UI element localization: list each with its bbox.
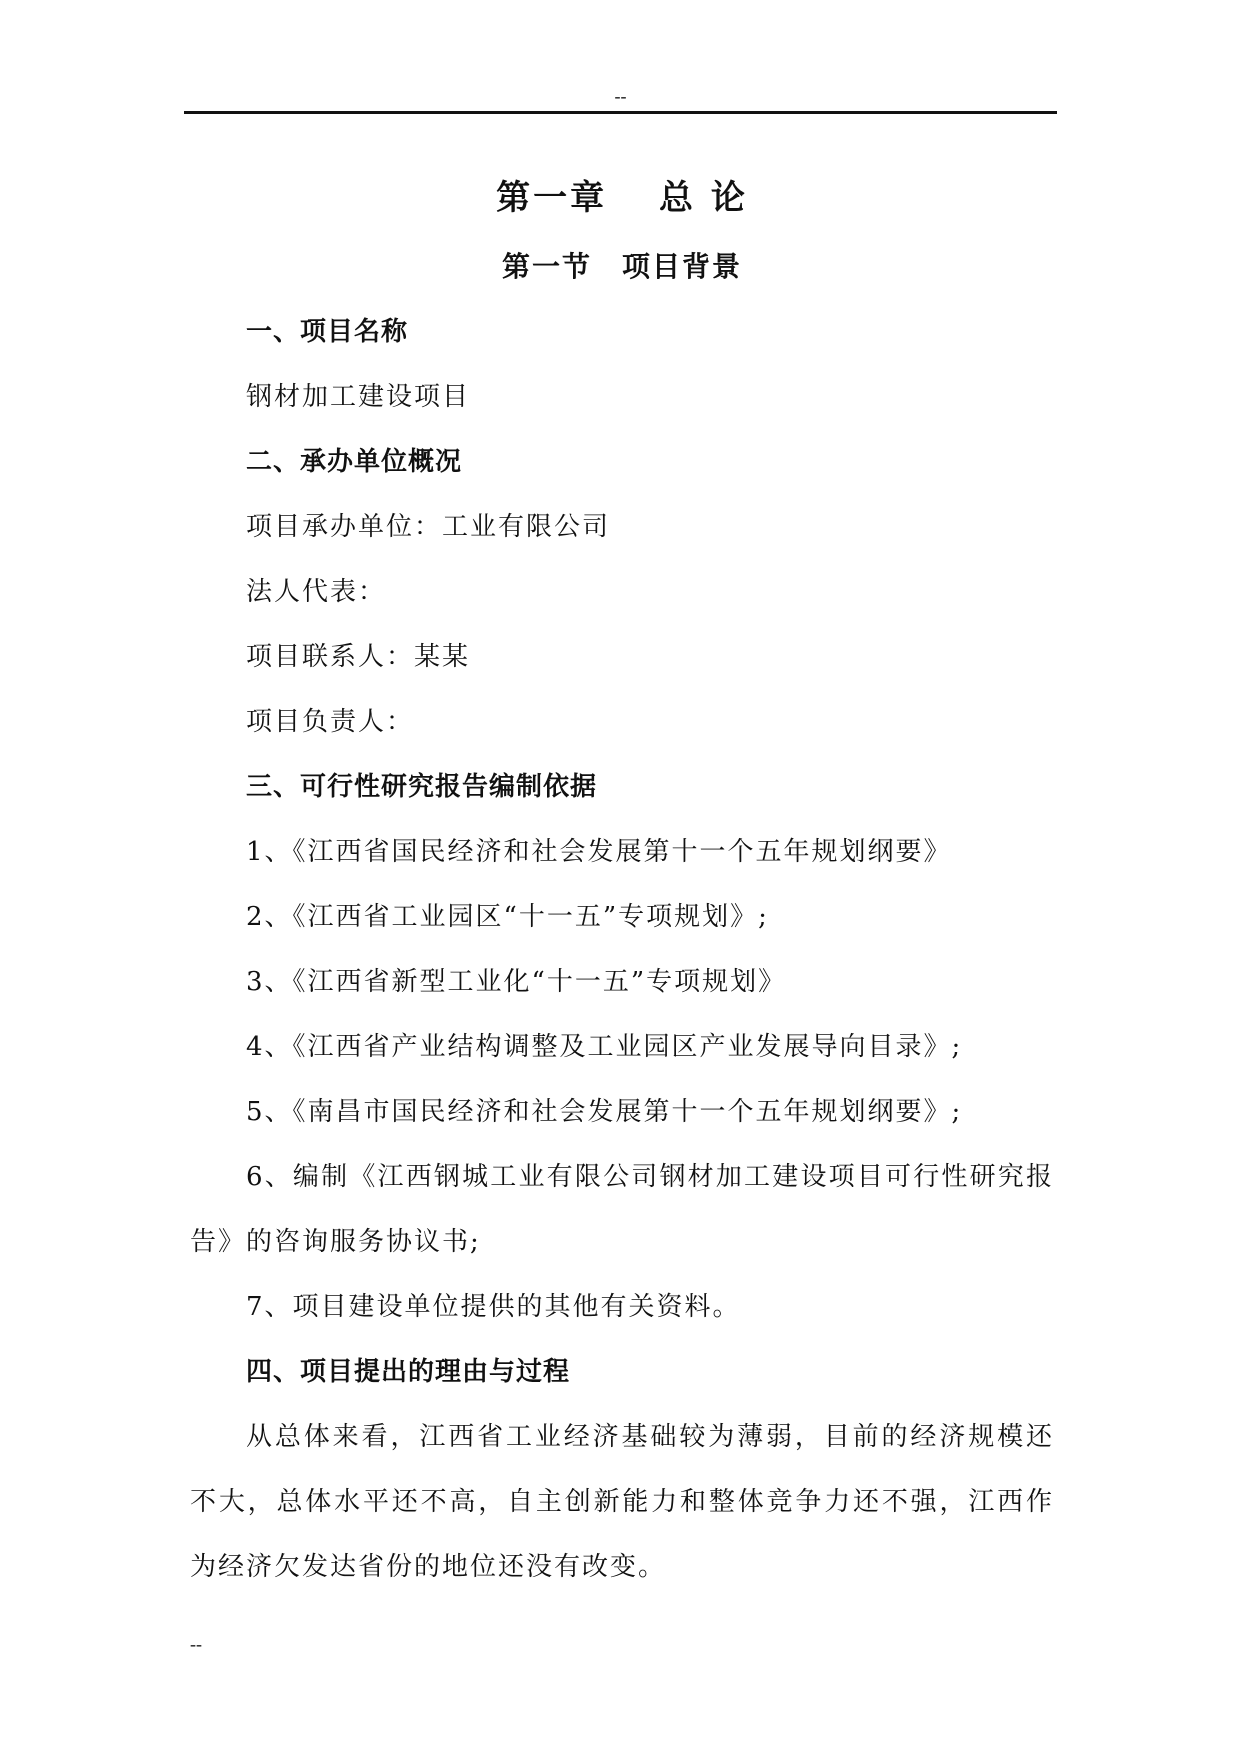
- heading-reasons: 四、项目提出的理由与过程: [246, 1357, 571, 1387]
- project-contact: 项目联系人：某某: [246, 642, 471, 672]
- basis-item: 4、《江西省产业结构调整及工业园区产业发展导向目录》;: [246, 1032, 963, 1062]
- section-title: 第一节 项目背景: [501, 250, 742, 283]
- header-rule: [184, 111, 1057, 114]
- heading-project-name: 一、项目名称: [246, 317, 409, 347]
- basis-item: 3、《江西省新型工业化“十一五”专项规划》: [246, 967, 787, 997]
- basis-item: 7、项目建设单位提供的其他有关资料。: [246, 1292, 741, 1322]
- project-name-text: 钢材加工建设项目: [246, 382, 471, 412]
- footer-mark: --: [190, 1634, 202, 1654]
- reasons-paragraph: 从总体来看，江西省工业经济基础较为薄弱，目前的经济规模还不大，总体水平还不高，自主创新能力和整体竞争力还不强，江西作为经济欠发达省份的地位还没有改变。: [190, 1422, 1054, 1582]
- basis-item: 1、《江西省国民经济和社会发展第十一个五年规划纲要》: [246, 837, 952, 867]
- header-mark: --: [614, 86, 627, 106]
- heading-organizer: 二、承办单位概况: [246, 447, 463, 477]
- basis-item: 6、编制《江西钢城工业有限公司钢材加工建设项目可行性研究报告》的咨询服务协议书;: [190, 1162, 1054, 1257]
- project-leader: 项目负责人：: [246, 707, 415, 737]
- chapter-title: 第一章 总 论: [496, 178, 748, 218]
- heading-basis: 三、可行性研究报告编制依据: [246, 772, 598, 802]
- legal-representative: 法人代表：: [246, 577, 387, 607]
- organizer-unit: 项目承办单位：工业有限公司: [246, 512, 611, 542]
- basis-item: 5、《南昌市国民经济和社会发展第十一个五年规划纲要》;: [246, 1097, 963, 1127]
- document-body: [190, 162, 1054, 1600]
- basis-item: 2、《江西省工业园区“十一五”专项规划》;: [246, 902, 769, 932]
